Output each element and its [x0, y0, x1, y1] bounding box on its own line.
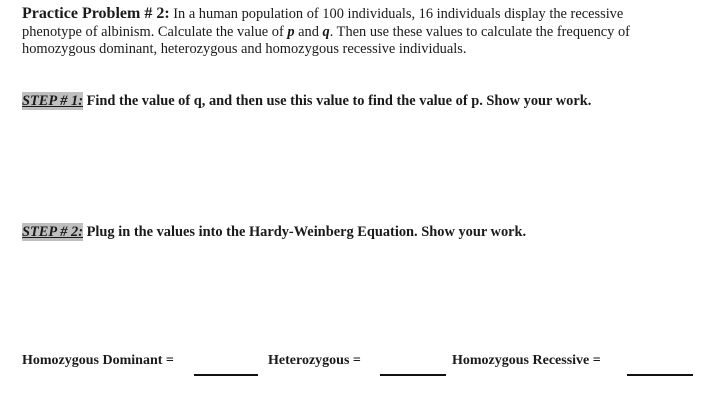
- heterozygous-label: Heterozygous =: [268, 353, 361, 368]
- step-2-text: Plug in the values into the Hardy-Weinberg Equation. Show your work.: [83, 224, 527, 240]
- homozygous-recessive-label: Homozygous Recessive =: [452, 353, 601, 368]
- variable-q: q: [322, 23, 330, 40]
- problem-title: Practice Problem # 2:: [22, 5, 170, 22]
- homozygous-dominant-label: Homozygous Dominant =: [22, 353, 174, 368]
- heterozygous-answer-blank[interactable]: [380, 374, 446, 376]
- step-1-text: Find the value of q, and then use this value to find the value of p. Show your work.: [83, 93, 592, 109]
- step-1-tag: STEP # 1:: [22, 93, 84, 109]
- variable-p: p: [287, 23, 295, 40]
- practice-problem-paragraph: [22, 5, 682, 59]
- homozygous-recessive-answer-blank[interactable]: [627, 374, 693, 376]
- homozygous-dominant-answer-blank[interactable]: [194, 374, 258, 376]
- problem-text-part-3: . Then use these values to calculate the frequency of homozygous dominant, heterozygous and homozygous recessive individuals.: [22, 23, 630, 57]
- problem-text-part-2: and: [294, 23, 323, 40]
- problem-text-part-1: In a human population of 100 individuals, 16 individuals display the recessive phenotype of albinism. Calculate the value of: [22, 6, 624, 40]
- step-2-instruction: [22, 224, 526, 241]
- step-1-instruction: [22, 93, 591, 110]
- answer-row: [22, 353, 698, 377]
- step-2-tag: STEP # 2:: [22, 224, 84, 240]
